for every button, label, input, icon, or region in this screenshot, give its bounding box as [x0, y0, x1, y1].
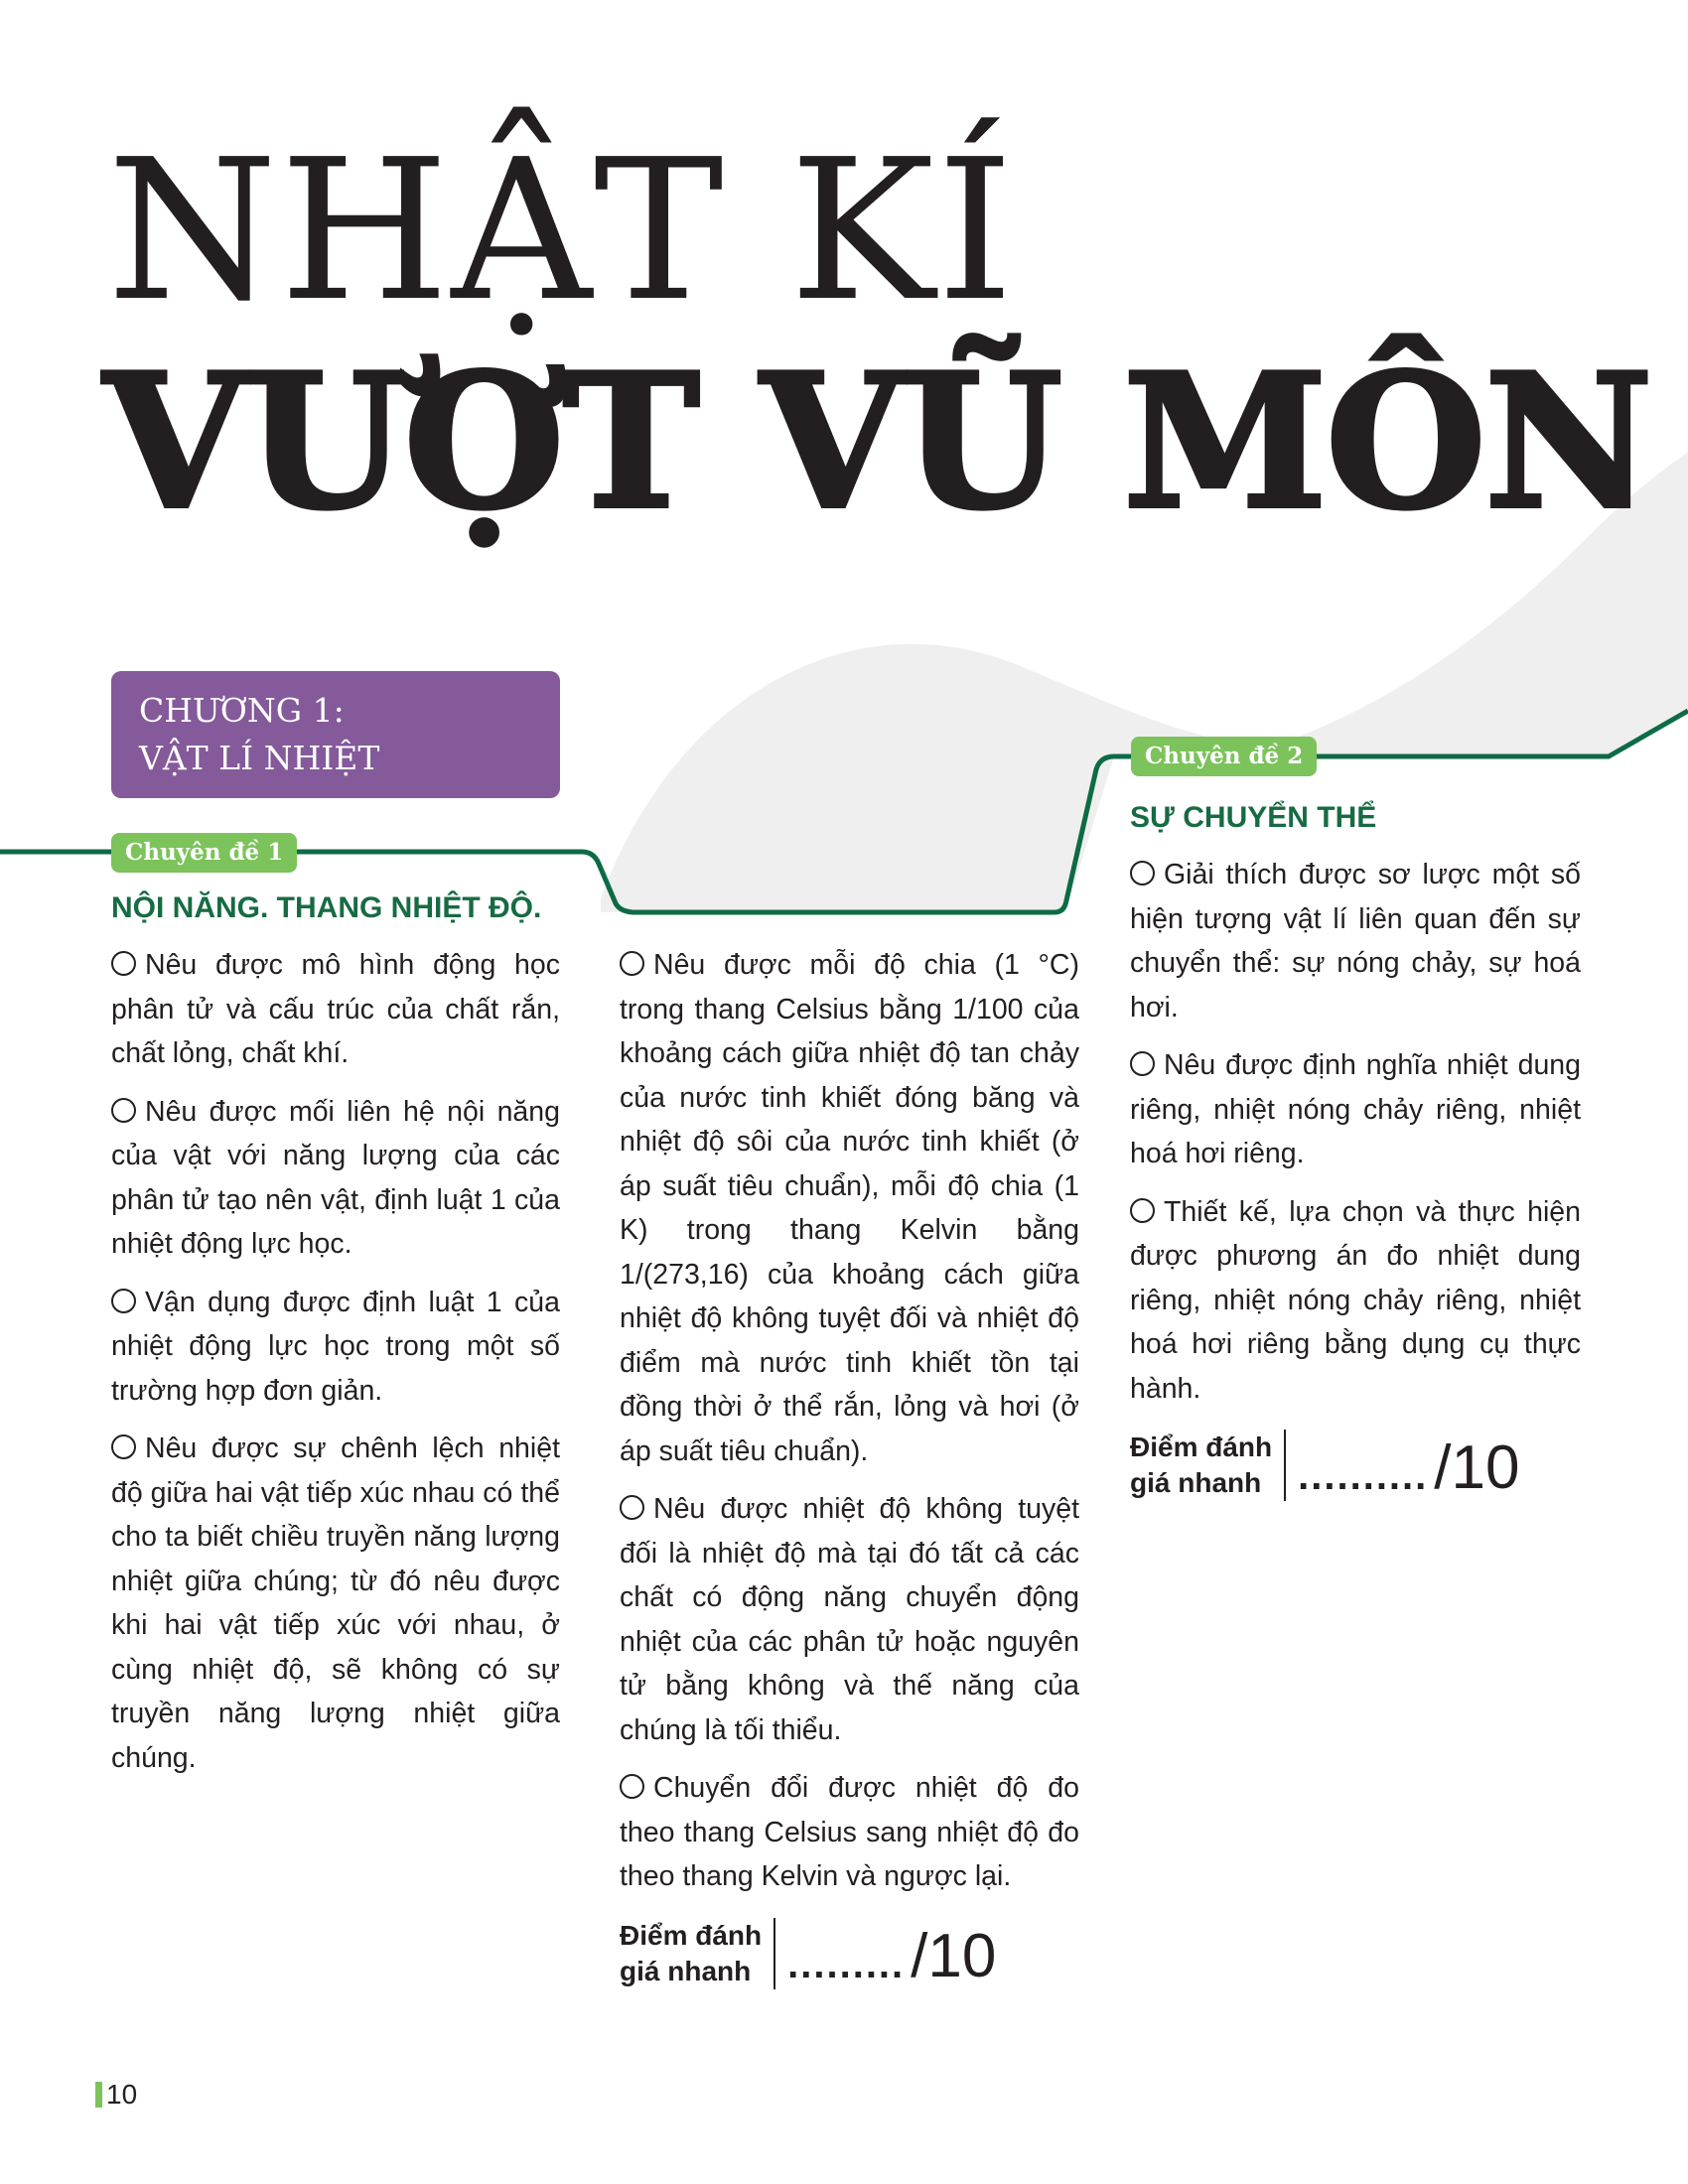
checkbox-circle-icon[interactable] — [111, 1434, 136, 1459]
checkbox-circle-icon[interactable] — [620, 1495, 644, 1520]
topic-1-heading: NỘI NĂNG. THANG NHIỆT ĐỘ. — [111, 891, 542, 924]
score-label — [1130, 1430, 1286, 1501]
objective-text: Nêu được định nghĩa nhiệt dung riêng, nhiệt nóng chảy riêng, nhiệt hoá hơi riêng. — [1130, 1049, 1581, 1169]
checkbox-circle-icon[interactable] — [1130, 1198, 1155, 1223]
objective-item — [111, 1281, 560, 1414]
score-label-line: giá nhanh — [620, 1956, 752, 1986]
score-input[interactable]: .......... — [1298, 1454, 1429, 1498]
objective-item — [1130, 1043, 1581, 1176]
chapter-title: VẬT LÍ NHIỆT — [139, 739, 380, 777]
topic-1-badge: Chuyên đề 1 — [111, 833, 297, 873]
checkbox-circle-icon[interactable] — [1130, 1051, 1155, 1076]
score-label-line: giá nhanh — [1130, 1467, 1262, 1498]
objective-item — [1130, 853, 1581, 1029]
objective-item — [620, 1487, 1079, 1752]
checkbox-circle-icon[interactable] — [1130, 861, 1155, 886]
score-label-line: Điểm đánh — [1130, 1432, 1273, 1462]
score-label — [620, 1918, 775, 1989]
checkbox-circle-icon[interactable] — [620, 1774, 644, 1799]
objective-text: Nêu được mô hình động học phân tử và cấu trúc của chất rắn, chất lỏng, chất khí. — [111, 949, 560, 1069]
objective-text: Nêu được mối liên hệ nội năng của vật với năng lượng của các phân tử tạo nên vật, định luật 1 của nhiệt động lực học. — [111, 1095, 560, 1260]
objective-text: Nêu được mỗi độ chia (1 °C) trong thang Celsius bằng 1/100 của khoảng cách giữa nhiệt độ tan chảy của nước tinh khiết đóng băng và nhiệt độ sôi của nước tinh khiết (ở áp suất tiêu chuẩn), mỗi độ chia (1 K) trong thang Kelvin bằng 1/(273,16) của khoảng cách giữa nhiệt độ không tuyệt đối và nhiệt độ điểm mà nước tinh khiết tồn tại đồng thời ở thể rắn, lỏng và hơi (ở áp suất tiêu chuẩn). — [620, 949, 1079, 1467]
objective-text: Nêu được nhiệt độ không tuyệt đối là nhiệt độ mà tại đó tất cả các chất có động năng chuyển động nhiệt của các phân tử hoặc nguyên tử bằng không và thế năng của chúng là tối thiểu. — [620, 1493, 1079, 1746]
objective-item — [620, 943, 1079, 1473]
page-marker-bar — [95, 2082, 102, 2108]
objective-text: Nêu được sự chênh lệch nhiệt độ giữa hai vật tiếp xúc nhau có thể cho ta biết chiều truyền năng lượng nhiệt giữa chúng; từ đó nêu được khi hai vật tiếp xúc với nhau, ở cùng nhiệt độ, sẽ không có sự truyền năng lượng nhiệt giữa chúng. — [111, 1433, 560, 1774]
score-input[interactable]: ......... — [787, 1943, 906, 1986]
objective-text: Giải thích được sơ lược một số hiện tượng vật lí liên quan đến sự chuyển thể: sự nóng chảy, sự hoá hơi. — [1130, 859, 1581, 1024]
score-max: /10 — [1434, 1433, 1520, 1502]
topic-1-column-1 — [111, 943, 560, 1794]
objective-item — [111, 1427, 560, 1780]
topic-2-badge: Chuyên đề 2 — [1131, 737, 1317, 776]
topic-2-column — [1130, 853, 1581, 1425]
objective-item — [111, 943, 560, 1076]
score-label-line: Điểm đánh — [620, 1920, 763, 1951]
objective-item — [1130, 1190, 1581, 1412]
title-line-1: NHẬT KÍ — [107, 118, 1016, 344]
chapter-box — [111, 671, 560, 798]
objective-item — [620, 1766, 1079, 1899]
title-line-2: VƯỢT VŨ MÔN — [103, 333, 1651, 550]
topic-1-column-2 — [620, 943, 1079, 1913]
page-number-text: 10 — [106, 2079, 138, 2110]
topic-1-score — [620, 1918, 996, 1989]
objective-item — [111, 1090, 560, 1267]
chapter-number: CHƯƠNG 1: — [139, 691, 345, 730]
objective-text: Chuyển đổi được nhiệt độ đo theo thang Celsius sang nhiệt độ đo theo thang Kelvin và ngược lại. — [620, 1772, 1079, 1892]
page-number — [95, 2079, 137, 2111]
topic-2-heading: SỰ CHUYỂN THỂ — [1130, 801, 1377, 834]
score-max: /10 — [911, 1922, 997, 1990]
objective-text: Vận dụng được định luật 1 của nhiệt động lực học trong một số trường hợp đơn giản. — [111, 1286, 560, 1407]
objective-text: Thiết kế, lựa chọn và thực hiện được phương án đo nhiệt dung riêng, nhiệt nóng chảy riêng, nhiệt hoá hơi riêng bằng dụng cụ thực hành. — [1130, 1195, 1581, 1405]
checkbox-circle-icon[interactable] — [111, 951, 136, 976]
checkbox-circle-icon[interactable] — [111, 1289, 136, 1313]
checkbox-circle-icon[interactable] — [111, 1098, 136, 1123]
checkbox-circle-icon[interactable] — [620, 951, 644, 976]
topic-2-score — [1130, 1430, 1519, 1501]
